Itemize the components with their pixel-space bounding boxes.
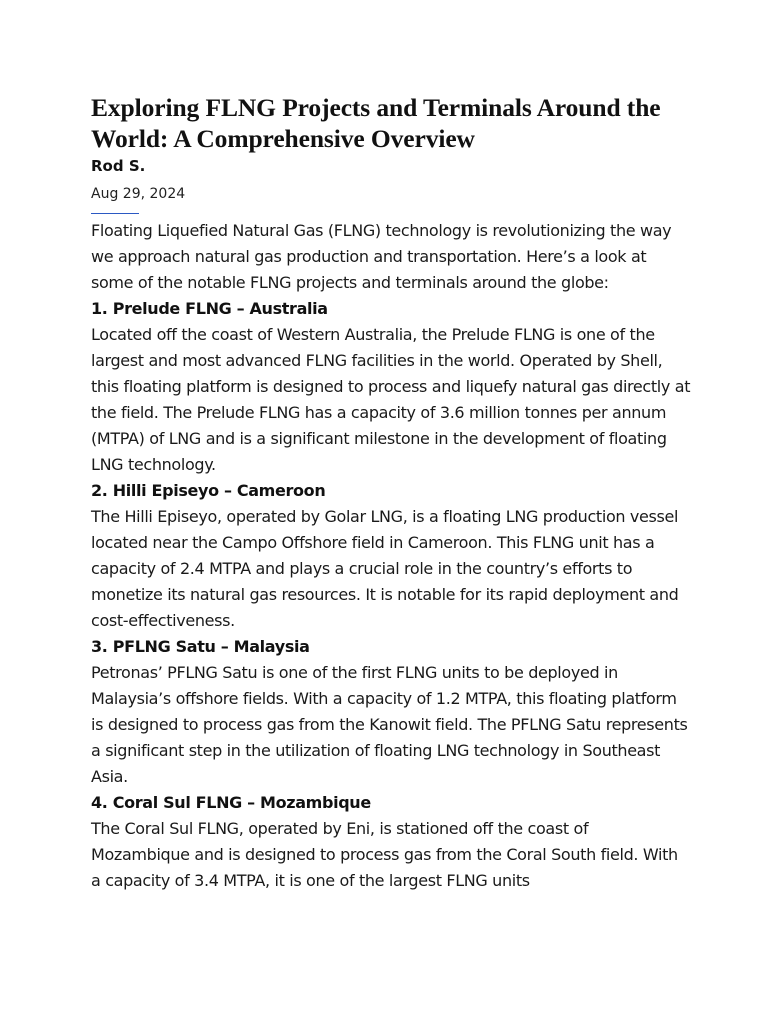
section-hilli-episeyo (91, 478, 691, 634)
section-prelude (91, 296, 691, 478)
section-heading: 4. Coral Sul FLNG – Mozambique (91, 793, 371, 812)
section-heading: 3. PFLNG Satu – Malaysia (91, 637, 310, 656)
section-coral-sul (91, 790, 691, 894)
section-pflng-satu (91, 634, 691, 790)
section-body: Petronas’ PFLNG Satu is one of the first FLNG units to be deployed in Malaysia’s offshore fields. With a capacity of 1.2 MTPA, this floating platform is designed to process gas from the Kanowit field. The PFLNG Satu represents a significant step in the utilization of floating LNG technology in Southeast Asia. (91, 663, 688, 786)
section-body: The Hilli Episeyo, operated by Golar LNG, is a floating LNG production vessel located near the Campo Offshore field in Cameroon. This FLNG unit has a capacity of 2.4 MTPA and plays a crucial role in the country’s efforts to monetize its natural gas resources. It is notable for its rapid deployment and cost-effectiveness. (91, 507, 679, 630)
divider (91, 213, 139, 214)
author-name[interactable]: Rod S. (91, 157, 146, 175)
section-heading: 1. Prelude FLNG – Australia (91, 299, 328, 318)
section-body: The Coral Sul FLNG, operated by Eni, is stationed off the coast of Mozambique and is designed to process gas from the Coral South field. With a capacity of 3.4 MTPA, it is one of the largest FLNG units (91, 819, 678, 890)
publish-date: Aug 29, 2024 (91, 186, 186, 202)
intro-paragraph: Floating Liquefied Natural Gas (FLNG) technology is revolutionizing the way we approach natural gas production and transportation. Here’s a look at some of the notable FLNG projects and terminals around the globe: (91, 221, 672, 292)
article-title: Exploring FLNG Projects and Terminals Around the World: A Comprehensive Overview (91, 93, 661, 153)
section-body: Located off the coast of Western Australia, the Prelude FLNG is one of the largest and most advanced FLNG facilities in the world. Operated by Shell, this floating platform is designed to process and liquefy natural gas directly at the field. The Prelude FLNG has a capacity of 3.6 million tonnes per annum (MTPA) of LNG and is a significant milestone in the development of floating LNG technology. (91, 325, 691, 474)
article (91, 92, 691, 894)
section-heading: 2. Hilli Episeyo – Cameroon (91, 481, 326, 500)
